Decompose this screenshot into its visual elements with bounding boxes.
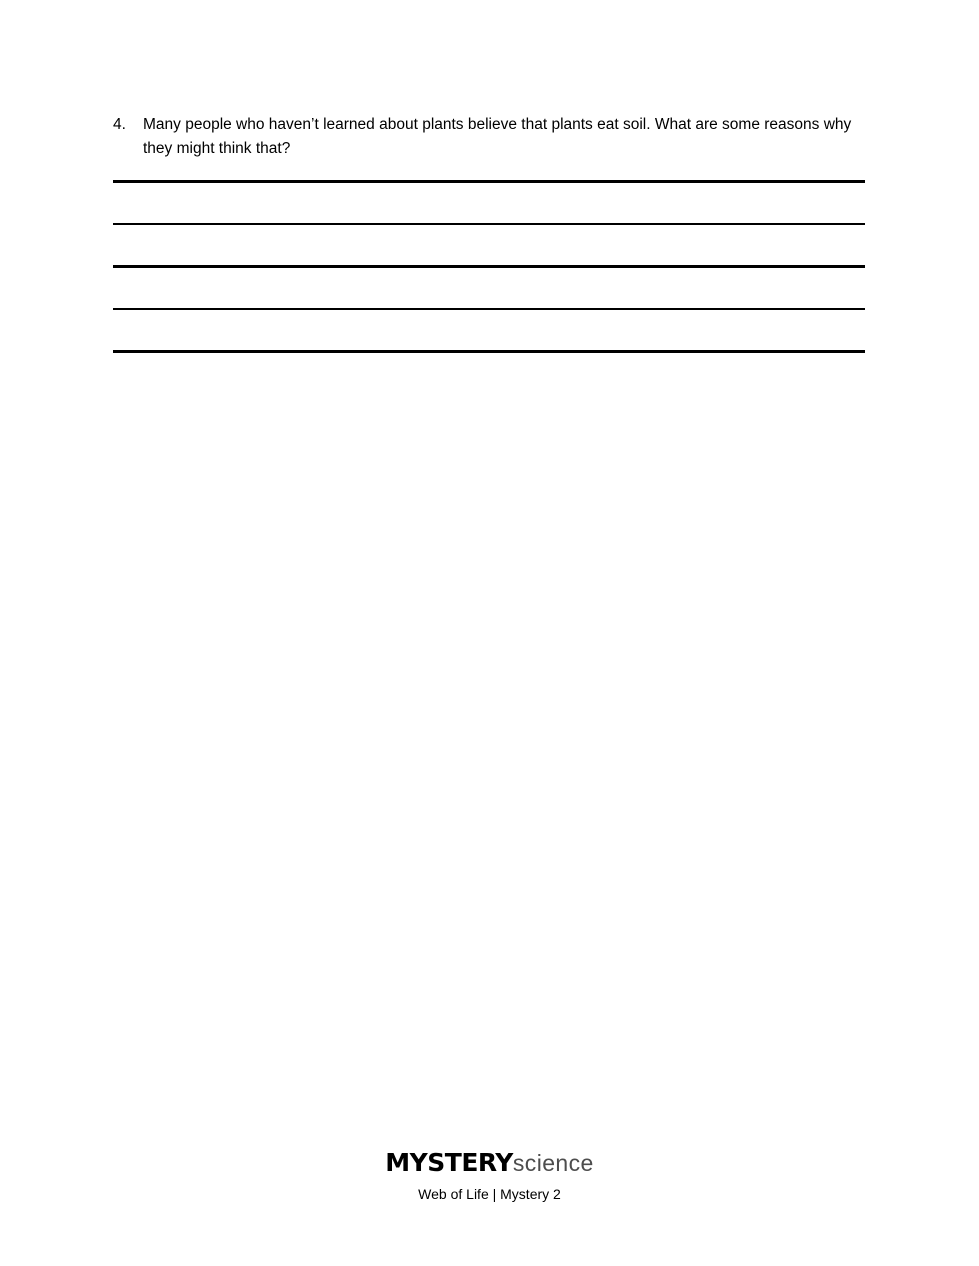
answer-line-1[interactable] bbox=[113, 180, 865, 183]
answer-line-2[interactable] bbox=[113, 223, 865, 226]
logo-wordmark-light: science bbox=[512, 1150, 594, 1176]
logo-wordmark-bold: MYSTERY bbox=[385, 1148, 513, 1177]
question-number: 4. bbox=[113, 116, 126, 133]
question-text: Many people who haven’t learned about plants believe that plants eat soil. What are some reasons why they might think that? bbox=[143, 116, 852, 158]
footer-caption: Web of Life | Mystery 2 bbox=[418, 1186, 561, 1202]
answer-line-3[interactable] bbox=[113, 265, 865, 268]
answer-lines bbox=[113, 180, 865, 393]
answer-line-5[interactable] bbox=[113, 350, 865, 353]
mystery-science-logo bbox=[385, 1150, 593, 1175]
question-4 bbox=[113, 113, 865, 161]
page-footer bbox=[0, 1150, 979, 1202]
question-block bbox=[113, 113, 865, 161]
answer-line-4[interactable] bbox=[113, 308, 865, 311]
